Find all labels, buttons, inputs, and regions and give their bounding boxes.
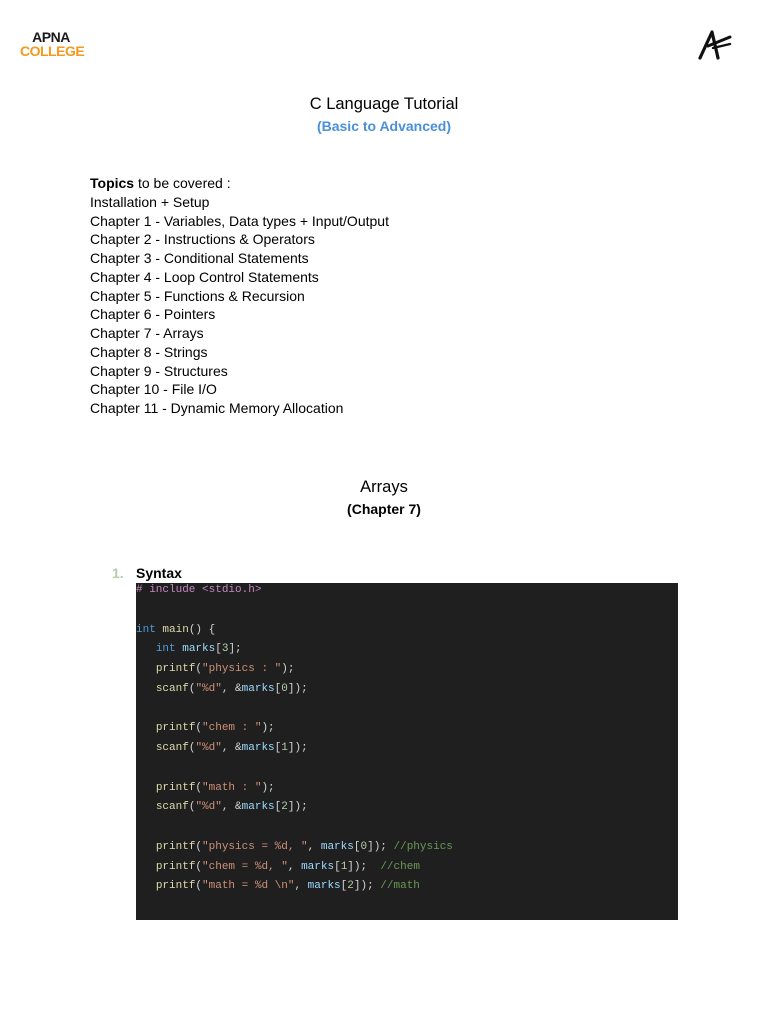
code-token: , xyxy=(287,860,302,873)
code-token: ( xyxy=(195,722,203,735)
code-token: 1 xyxy=(340,860,348,873)
code-line xyxy=(136,797,308,817)
code-token: [ xyxy=(334,860,341,873)
code-token: ( xyxy=(195,781,203,794)
code-token: "%d" xyxy=(195,742,222,754)
code-token: printf xyxy=(155,663,196,675)
topic-item: Chapter 3 - Conditional Statements xyxy=(90,250,309,266)
code-line xyxy=(136,620,215,640)
code-token: [ xyxy=(274,801,282,814)
apna-college-monogram-icon xyxy=(696,28,736,62)
code-token: //chem xyxy=(380,860,420,873)
code-line xyxy=(136,778,275,798)
code-token xyxy=(136,742,156,754)
code-token: marks xyxy=(320,840,354,853)
code-token: [ xyxy=(274,742,282,754)
code-token: "%d" xyxy=(195,682,222,695)
code-token: 0 xyxy=(281,682,288,695)
code-token: "physics = %d, " xyxy=(202,840,308,853)
code-token: ]); xyxy=(367,840,394,853)
code-token: printf xyxy=(155,880,196,893)
code-token: scanf xyxy=(155,742,189,754)
code-token: [ xyxy=(215,643,222,656)
topic-item: Chapter 8 - Strings xyxy=(90,343,208,360)
code-token: 0 xyxy=(360,840,368,853)
code-token: 3 xyxy=(221,643,229,656)
code-token: 2 xyxy=(347,880,354,893)
code-token: ]); xyxy=(347,860,381,873)
code-token: printf xyxy=(155,860,196,873)
code-token: , xyxy=(307,840,321,853)
code-line xyxy=(136,679,308,699)
code-token: ( xyxy=(188,742,196,754)
topic-item: Chapter 11 - Dynamic Memory Allocation xyxy=(90,400,344,416)
code-token: marks xyxy=(307,880,341,893)
code-token: "chem = %d, " xyxy=(202,860,288,873)
page-subtitle: (Basic to Advanced) xyxy=(316,118,452,134)
code-token: //physics xyxy=(393,840,453,853)
code-token xyxy=(136,861,156,873)
code-token: printf xyxy=(155,781,196,794)
code-line xyxy=(136,718,275,738)
code-token: , & xyxy=(221,801,242,814)
code-token xyxy=(136,801,156,813)
topics-list xyxy=(90,174,389,418)
code-token xyxy=(136,880,156,892)
list-item-syntax xyxy=(112,564,182,582)
code-token: ( xyxy=(188,682,196,695)
code-token: ]); xyxy=(287,682,308,695)
code-token xyxy=(136,663,156,675)
code-token xyxy=(136,841,156,853)
code-line xyxy=(136,837,453,857)
code-token: , & xyxy=(221,742,242,754)
code-token: [ xyxy=(274,682,282,695)
code-token: # include <stdio.h> xyxy=(136,584,262,596)
topic-item: Installation + Setup xyxy=(90,193,210,210)
code-token: marks xyxy=(241,742,275,754)
apna-college-logo xyxy=(20,29,85,59)
topic-item: Chapter 4 - Loop Control Statements xyxy=(90,268,319,285)
code-token: ( xyxy=(195,880,203,893)
topic-item: Chapter 5 - Functions & Recursion xyxy=(90,287,305,304)
code-token: scanf xyxy=(155,682,189,695)
code-token: "physics : " xyxy=(202,663,282,675)
code-token: //math xyxy=(380,880,420,893)
code-token xyxy=(136,683,156,695)
code-token: ( xyxy=(195,860,203,873)
code-token: marks xyxy=(301,860,335,873)
logo-line-apna: APNA xyxy=(32,29,70,45)
code-token xyxy=(136,722,156,734)
code-token: marks xyxy=(241,801,275,814)
code-token: 1 xyxy=(281,742,288,754)
code-token: ]); xyxy=(353,880,381,893)
topic-item: Chapter 10 - File I/O xyxy=(90,381,217,398)
code-line xyxy=(136,857,420,877)
code-line xyxy=(136,738,308,758)
code-token: ( xyxy=(188,801,196,814)
topic-item: Chapter 7 - Arrays xyxy=(90,325,204,341)
code-token: "%d" xyxy=(195,801,222,814)
code-line xyxy=(136,583,261,600)
code-token: scanf xyxy=(155,801,189,814)
list-item-label: Syntax xyxy=(136,565,182,581)
code-line xyxy=(136,876,420,896)
code-token: int xyxy=(136,623,163,636)
code-token: printf xyxy=(155,840,196,853)
code-token: ]; xyxy=(228,643,242,656)
code-token xyxy=(136,643,156,655)
code-token: ( xyxy=(195,840,203,853)
code-token: ( xyxy=(195,663,203,675)
code-token: ); xyxy=(261,722,275,735)
code-line xyxy=(136,659,294,679)
code-token: [ xyxy=(340,880,348,893)
topic-item: Chapter 6 - Pointers xyxy=(90,306,216,323)
code-block xyxy=(136,583,678,920)
topics-label-bold: Topics xyxy=(90,175,135,191)
logo-line-college: COLLEGE xyxy=(20,43,85,59)
code-token: 2 xyxy=(281,801,288,814)
code-token: , xyxy=(294,880,308,893)
topics-label-rest: to be covered : xyxy=(134,175,231,191)
list-item-number: 1. xyxy=(112,565,124,581)
code-token: "math : " xyxy=(202,781,262,794)
section-subtitle: (Chapter 7) xyxy=(347,501,421,517)
code-token: () { xyxy=(188,623,216,636)
section-title: Arrays xyxy=(360,478,408,496)
code-token: marks xyxy=(182,643,216,656)
code-token xyxy=(136,782,156,794)
code-line xyxy=(136,639,242,659)
code-token: printf xyxy=(155,722,196,735)
topics-heading xyxy=(90,174,389,193)
topic-item: Chapter 1 - Variables, Data types + Input/Output xyxy=(90,212,389,229)
code-token: "math = %d \n" xyxy=(202,880,295,893)
code-token: ); xyxy=(281,663,295,675)
code-token: [ xyxy=(353,840,361,853)
topic-item: Chapter 2 - Instructions & Operators xyxy=(90,231,315,248)
code-token: ]); xyxy=(287,742,308,754)
code-token: , & xyxy=(221,682,242,695)
page-title: C Language Tutorial xyxy=(309,95,459,113)
code-token: ]); xyxy=(287,801,308,814)
code-token: ); xyxy=(261,781,275,794)
code-token: marks xyxy=(241,682,275,695)
code-token: main xyxy=(162,623,189,636)
topic-item: Chapter 9 - Structures xyxy=(90,362,228,379)
code-token: int xyxy=(155,643,183,656)
code-token: "chem : " xyxy=(202,722,262,735)
